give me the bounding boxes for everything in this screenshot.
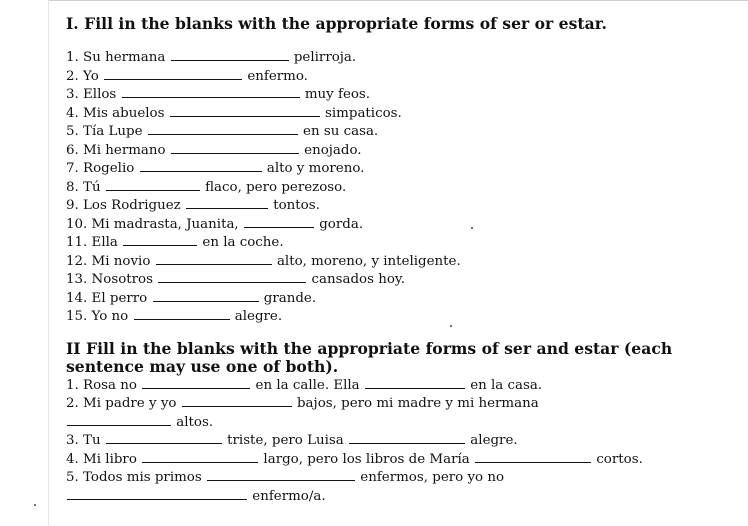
answer-blank[interactable]: [475, 450, 591, 463]
question-continuation: bajos, pero mi madre y mi hermana: [296, 396, 539, 411]
answer-blank[interactable]: [123, 233, 197, 246]
question-line: [66, 233, 736, 252]
answer-blank[interactable]: [148, 122, 298, 135]
answer-blank[interactable]: [142, 376, 250, 389]
section-2-heading-line-1: II Fill in the blanks with the appropriate forms of ser and estar (each: [66, 338, 673, 358]
question-prompt: 2. Yo: [66, 68, 99, 84]
question-line: [66, 141, 736, 160]
answer-blank[interactable]: [156, 252, 272, 265]
question-line: [66, 196, 736, 215]
question-line: [66, 85, 736, 104]
question-prompt: 11. Ella: [66, 235, 118, 250]
question-line: [66, 67, 736, 86]
question-continuation: cortos.: [596, 451, 643, 467]
section-2-list: [66, 376, 736, 506]
question-prompt: 9. Los Rodriguez: [66, 198, 181, 213]
question-continuation: en la coche.: [202, 235, 284, 250]
answer-blank[interactable]: [158, 270, 306, 283]
question-prompt: 12. Mi novio: [66, 253, 151, 269]
answer-blank[interactable]: [104, 67, 242, 80]
question-continuation: triste, pero Luisa: [227, 433, 344, 448]
question-continuation: alegre.: [234, 309, 283, 324]
question-prompt: 4. Mis abuelos: [66, 105, 165, 121]
question-continuation: en la calle. Ella: [255, 377, 360, 393]
question-line: [66, 289, 736, 308]
question-prompt: 5. Tía Lupe: [66, 124, 143, 139]
question-line: [66, 413, 736, 432]
answer-blank[interactable]: [349, 431, 465, 444]
answer-blank[interactable]: [106, 178, 200, 191]
question-prompt: 7. Rogelio: [66, 161, 135, 176]
answer-blank[interactable]: [106, 431, 222, 444]
answer-blank[interactable]: [134, 307, 230, 320]
question-line: [66, 48, 736, 67]
question-line: [66, 270, 736, 289]
question-line: [66, 159, 736, 178]
answer-blank[interactable]: [122, 85, 300, 98]
answer-blank[interactable]: [171, 48, 289, 61]
answer-blank[interactable]: [140, 159, 262, 172]
question-continuation: enfermo.: [247, 68, 308, 84]
question-line: [66, 450, 736, 469]
section-1-heading: I. Fill in the blanks with the appropriate forms of ser or estar.: [66, 14, 607, 33]
question-prompt: 14. El perro: [66, 290, 148, 306]
question-line: [66, 122, 736, 141]
page-left-edge: [48, 0, 49, 526]
stray-mark: [471, 227, 473, 229]
question-prompt: 8. Tú: [66, 179, 101, 195]
question-continuation: enojado.: [304, 142, 362, 158]
question-prompt: 5. Todos mis primos: [66, 470, 202, 485]
answer-blank[interactable]: [186, 196, 268, 209]
question-continuation: pelirroja.: [293, 50, 357, 65]
question-prompt: 15. Yo no: [66, 309, 129, 324]
question-continuation: enfermos, pero yo no: [360, 470, 505, 485]
stray-mark: [34, 504, 36, 506]
question-line: [66, 307, 736, 326]
section-2-heading-line-2: sentence may use one of both).: [66, 356, 339, 376]
question-continuation: grande.: [263, 290, 317, 306]
stray-mark: [450, 325, 452, 327]
question-continuation: en su casa.: [303, 124, 379, 139]
question-prompt: 4. Mi libro: [66, 451, 137, 467]
question-line: [66, 178, 736, 197]
answer-blank[interactable]: [67, 487, 247, 500]
page-top-edge: [48, 0, 748, 1]
question-line: [66, 376, 736, 395]
question-prompt: 1. Rosa no: [66, 377, 137, 393]
question-continuation: largo, pero los libros de María: [263, 451, 470, 467]
question-continuation: alto y moreno.: [266, 161, 365, 176]
question-prompt: 2. Mi padre y yo: [66, 396, 177, 411]
answer-blank[interactable]: [142, 450, 258, 463]
question-continuation: enfermo/a.: [252, 488, 326, 504]
question-continuation: tontos.: [273, 198, 320, 213]
section-1-list: [66, 48, 736, 326]
question-line: [66, 252, 736, 271]
question-continuation: cansados hoy.: [311, 272, 405, 287]
question-line: [66, 104, 736, 123]
question-prompt: 3. Tu: [66, 433, 101, 448]
answer-blank[interactable]: [153, 289, 259, 302]
answer-blank[interactable]: [67, 413, 171, 426]
section-2: [66, 340, 736, 506]
question-line: [66, 215, 736, 234]
question-line: [66, 487, 736, 506]
question-line: [66, 431, 736, 450]
question-continuation: en la casa.: [470, 377, 543, 393]
question-prompt: 6. Mi hermano: [66, 142, 166, 158]
answer-blank[interactable]: [170, 104, 320, 117]
question-line: [66, 394, 736, 413]
question-continuation: flaco, pero perezoso.: [205, 179, 347, 195]
question-prompt: 10. Mi madrasta, Juanita,: [66, 216, 239, 232]
question-continuation: gorda.: [319, 216, 364, 232]
question-prompt: 1. Su hermana: [66, 50, 166, 65]
worksheet: [66, 14, 736, 505]
question-continuation: alegre.: [470, 433, 518, 448]
question-continuation: simpaticos.: [325, 105, 402, 121]
question-prompt: 13. Nosotros: [66, 272, 153, 287]
question-line: [66, 468, 736, 487]
answer-blank[interactable]: [207, 468, 355, 481]
question-prompt: 3. Ellos: [66, 87, 117, 102]
question-continuation: muy feos.: [304, 87, 371, 102]
question-continuation: altos.: [176, 414, 214, 430]
answer-blank[interactable]: [171, 141, 299, 154]
answer-blank[interactable]: [244, 215, 314, 228]
answer-blank[interactable]: [182, 394, 292, 407]
answer-blank[interactable]: [365, 376, 465, 389]
question-continuation: alto, moreno, y inteligente.: [276, 253, 461, 269]
